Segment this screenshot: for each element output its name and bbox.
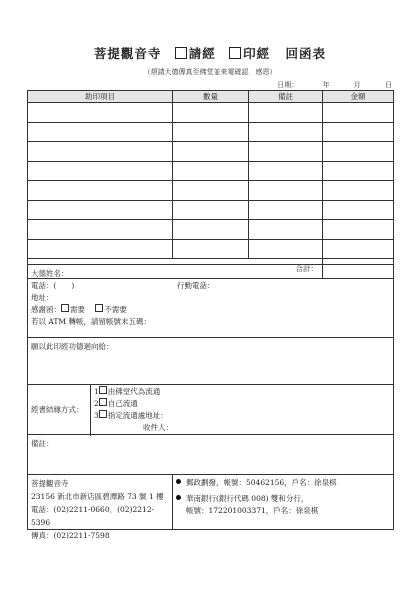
- table-header-row: [28, 91, 394, 103]
- checkbox-delivery-temple[interactable]: [99, 386, 107, 394]
- bullet-icon: [176, 479, 181, 484]
- temple-address: 23156 新北市新店區碧潭路 73 號 1 樓: [31, 492, 164, 501]
- checkbox-thanks-yes[interactable]: [61, 304, 69, 312]
- bank-info-line1: 華南銀行(銀行代碼 008) 雙和分行，: [186, 493, 309, 503]
- table-row: [28, 142, 394, 162]
- option-request-sutra-label: 請經: [188, 46, 216, 61]
- checkbox-delivery-address[interactable]: [99, 410, 107, 418]
- atm-field[interactable]: 若以 ATM 轉帳，請留帳號末五碼：: [31, 317, 151, 326]
- quantity-cell[interactable]: [173, 122, 249, 142]
- subtitle-note: （煩請大德傳真至佛堂並來電確認 感恩）: [143, 68, 277, 76]
- item-cell[interactable]: [28, 220, 173, 240]
- checkbox-request-sutra[interactable]: [175, 47, 187, 59]
- date-year: 年: [322, 81, 330, 89]
- quantity-cell[interactable]: [173, 142, 249, 162]
- date-day: 日: [385, 81, 392, 89]
- header-quantity: 數量: [173, 91, 249, 103]
- table-row: [28, 103, 394, 123]
- delivery-label: 經書結緣方式：: [31, 405, 84, 414]
- delivery-option-1-label: 由佛堂代為流通: [107, 387, 161, 396]
- phone-field[interactable]: 電話：( ): [31, 281, 75, 290]
- bullet-icon: [176, 495, 181, 500]
- temple-fax: 傳真：(02)2211-7598: [31, 531, 110, 540]
- delivery-option-3[interactable]: 3 指定流通處地址：: [94, 411, 168, 420]
- date-label: 日期：: [277, 81, 299, 89]
- date-month: 月: [353, 81, 361, 89]
- remarks-cell[interactable]: [249, 122, 323, 142]
- item-cell[interactable]: [28, 200, 173, 220]
- thanks-letter-row: [31, 304, 390, 316]
- thanks-letter-label: 感謝函：: [31, 305, 61, 314]
- remarks-cell[interactable]: [249, 161, 323, 181]
- amount-cell[interactable]: [323, 103, 394, 123]
- dedication-section[interactable]: [27, 338, 394, 385]
- quantity-cell[interactable]: [173, 161, 249, 181]
- reply-form-label: 回函表: [285, 46, 327, 61]
- table-row: [28, 122, 394, 142]
- amount-cell[interactable]: [323, 200, 394, 220]
- dedication-label: 願以此印經功德迴向給：: [31, 342, 114, 351]
- postal-transfer-info: 郵政劃撥，帳號：50462156，戶名：徐泉棋: [186, 478, 337, 487]
- temple-name-title: 菩提觀音寺: [93, 46, 162, 61]
- temple-name: 菩提觀音寺: [31, 479, 69, 488]
- total-label: 合計：: [28, 259, 323, 279]
- item-cell[interactable]: [28, 122, 173, 142]
- mobile-field[interactable]: 行動電話：: [177, 281, 215, 290]
- delivery-option-2-label: 自己流通: [107, 399, 138, 408]
- address-field[interactable]: 地址：: [31, 293, 54, 302]
- temple-phone: 電話：(02)2211-0660．(02)2212-5396: [31, 505, 155, 527]
- name-field[interactable]: 大德姓名：: [31, 269, 69, 278]
- amount-cell[interactable]: [323, 122, 394, 142]
- thanks-yes-label: 需要: [70, 305, 85, 314]
- table-row: [28, 181, 394, 201]
- delivery-section: [27, 385, 394, 435]
- table-row: [28, 239, 394, 259]
- item-cell[interactable]: [28, 181, 173, 201]
- quantity-cell[interactable]: [173, 239, 249, 259]
- amount-cell[interactable]: [323, 181, 394, 201]
- items-table: [27, 90, 394, 279]
- remarks-cell[interactable]: [249, 200, 323, 220]
- remarks-cell[interactable]: [249, 181, 323, 201]
- item-cell[interactable]: [28, 142, 173, 162]
- quantity-cell[interactable]: [173, 220, 249, 240]
- temple-contact-block: [28, 475, 173, 540]
- delivery-option-2[interactable]: 2 自己流通: [94, 399, 138, 408]
- delivery-option-1[interactable]: 1 由佛堂代為流通: [94, 387, 161, 396]
- item-cell[interactable]: [28, 161, 173, 181]
- temple-info-section: [27, 475, 394, 540]
- header-amount: 金額: [323, 91, 394, 103]
- contact-section: [27, 264, 394, 338]
- remarks-cell[interactable]: [249, 142, 323, 162]
- amount-cell[interactable]: [323, 161, 394, 181]
- thanks-no-label: 不需要: [104, 305, 127, 314]
- amount-cell[interactable]: [323, 220, 394, 240]
- checkbox-delivery-self[interactable]: [99, 398, 107, 406]
- remarks-section[interactable]: [27, 435, 394, 475]
- form-title: [0, 44, 420, 62]
- item-cell[interactable]: [28, 239, 173, 259]
- item-cell[interactable]: [28, 103, 173, 123]
- table-row: [28, 220, 394, 240]
- quantity-cell[interactable]: [173, 200, 249, 220]
- table-row: [28, 200, 394, 220]
- checkbox-print-sutra[interactable]: [229, 47, 241, 59]
- remarks-label: 備註：: [31, 439, 54, 448]
- header-item: 助印項目: [28, 91, 173, 103]
- header-remarks: 備註: [249, 91, 323, 103]
- remarks-cell[interactable]: [249, 103, 323, 123]
- remarks-cell[interactable]: [249, 239, 323, 259]
- date-row: [255, 80, 392, 90]
- amount-cell[interactable]: [323, 142, 394, 162]
- amount-cell[interactable]: [323, 239, 394, 259]
- quantity-cell[interactable]: [173, 181, 249, 201]
- checkbox-thanks-no[interactable]: [95, 304, 103, 312]
- bank-info-line2: 帳號：172201003371，戶名：徐泉棋: [186, 506, 319, 515]
- quantity-cell[interactable]: [173, 103, 249, 123]
- table-row: [28, 161, 394, 181]
- option-print-sutra-label: 印經: [243, 46, 271, 61]
- remarks-cell[interactable]: [249, 220, 323, 240]
- payment-block: [173, 475, 393, 520]
- delivery-option-3-label: 指定流通處地址：: [107, 411, 168, 420]
- recipient-field[interactable]: 收件人：: [143, 423, 173, 432]
